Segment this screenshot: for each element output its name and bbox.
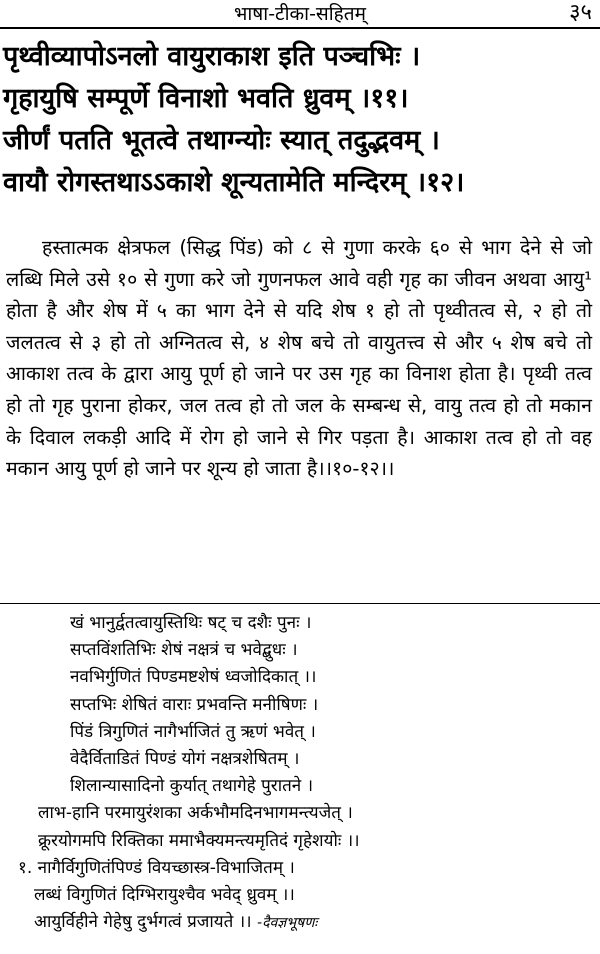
note-verse: पिंडं त्रिगुणितं नागैर्भाजितं तु ऋणं भवेत् । [70, 721, 316, 742]
footnote-line: १. नागैर्विगुणितंपिण्डं वियच्छास्त्र-विभाजितम् । [18, 857, 295, 878]
verse-line: गृहायुषि सम्पूर्णे विनाशो भवति ध्रुवम् ।११। [3, 83, 409, 114]
hindi-commentary [6, 232, 592, 485]
running-head [0, 0, 600, 30]
running-head-title: भाषा-टीका-सहितम् [234, 3, 366, 25]
note-verse: खं भानुर्द्वतत्वायुस्तिथिः षट् च दशैः पुनः । [70, 613, 312, 633]
verse-line: वायौ रोगस्तथाऽऽकाशे शून्यतामेति मन्दिरम् ।१२। [3, 167, 465, 198]
verse-line: पृथ्वीव्यापोऽनलो वायुराकाश इति पञ्चभिः । [3, 41, 421, 72]
footnote-block [0, 610, 600, 936]
note-verse: सप्तविंशतिभिः शेषं नक्षत्रं च भवेद्बुधः । [70, 640, 298, 661]
note-verse: वेदैर्विताडितं पिण्डं योगं नक्षत्रशेषितम् । [70, 748, 300, 769]
note-verse: नवभिर्गुणितं पिण्डमष्टशेषं ध्वजोदिकात् ।। [70, 667, 317, 688]
sanskrit-verses [0, 36, 600, 204]
footnote-line [0, 909, 600, 936]
page-number: ३५ [569, 0, 592, 25]
note-verse: सप्तभिः शेषितं वाराः प्रभवन्ति मनीषिणः । [70, 694, 319, 715]
note-verse: क्रूरयोगमपि रिक्तिका ममाभैक्यमन्त्यमृतिदं गृहेशयोः ।। [38, 830, 360, 851]
footnote-line-text: आयुर्विहीने गेहेषु दुर्भगत्वं प्रजायते ।। [34, 912, 252, 933]
note-verse: लाभ-हानि परमायुरंशका अर्कभौमदिनभागमन्त्यजेत् । [38, 803, 353, 824]
footnote-rule [0, 603, 600, 604]
footnote-source: -दैवज्ञभूषणः [257, 915, 318, 932]
note-verse: शिलान्यासादिनो कुर्यात् तथागेहे पुरातने । [70, 776, 314, 797]
verse-line: जीर्णं पतति भूतत्वे तथाग्न्योः स्यात् तदुद्भवम् । [3, 125, 440, 156]
footnote-line: लब्धं विगुणितं दिग्भिरायुश्चैव भवेद् ध्रुवम् ।। [34, 884, 295, 905]
header-rule [0, 27, 600, 29]
commentary-paragraph: हस्तात्मक क्षेत्रफल (सिद्ध पिंड) को ८ से गुणा करके ६० से भाग देने से जो लब्धि मिले उसे १० से गुणा करे जो गुणनफल आवे वही गृह का जीवन अथवा आयु¹ होता है और शेष में ५ का भाग देने से यदि शेष १ हो तो पृथ्वीतत्व से, २ हो तो जलतत्व से ३ हो तो अग्नितत्व से, ४ शेष बचे तो वायुतत्त्व से और ५ शेष बचे तो आकाश तत्व के द्वारा आयु पूर्ण हो जाने पर उस गृह का विनाश होता है। पृथ्वी तत्व हो तो गृह पुराना होकर, जल तत्व हो तो जल के सम्बन्ध से, वायु तत्व हो तो मकान के दिवाल लकड़ी आदि में रोग हो जाने से गिर पड़ता है। आकाश तत्व हो तो वह मकान आयु पूर्ण हो जाने पर शून्य हो जाता है।।१०-१२।। [6, 236, 592, 481]
